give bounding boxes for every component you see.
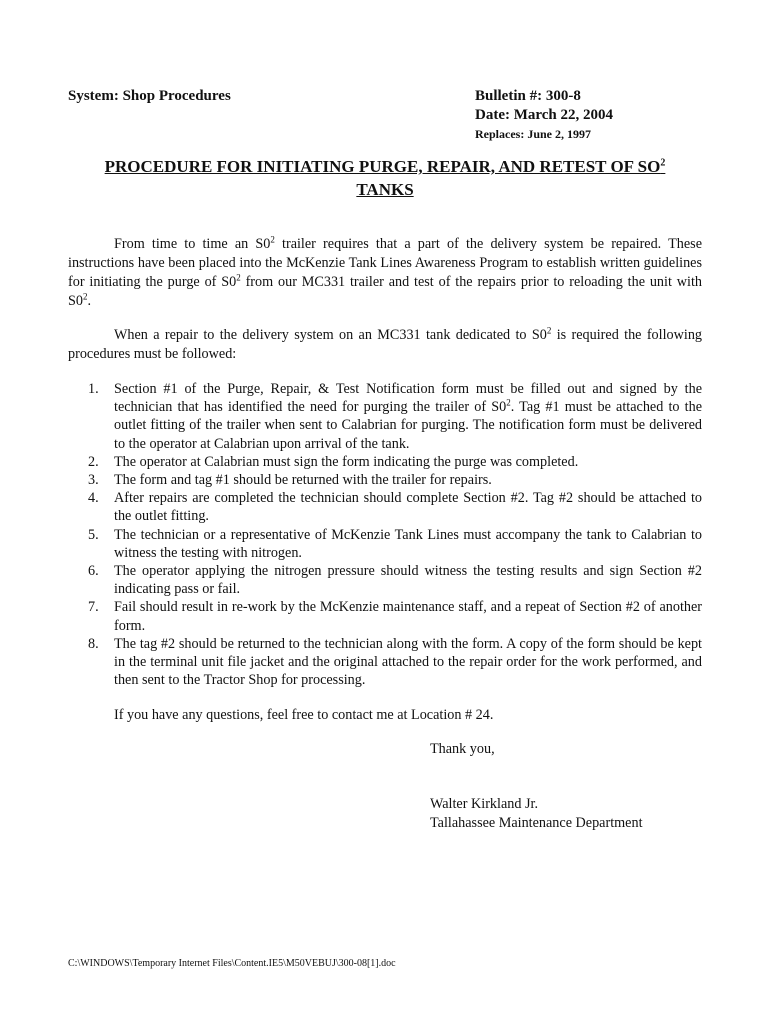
step-number: 2. xyxy=(88,453,99,470)
step-number: 1. xyxy=(88,381,99,397)
list-item xyxy=(68,471,702,489)
step-text-continued: . Tag #1 must be attached to the outlet fitting of the trailer when sent to Calabrian for purging. The notification form must be delivered to the operator at Calabrian upon arrival of the tank. xyxy=(114,399,703,452)
step-text: The tag #2 should be returned to the technician along with the form. A copy of the form should be kept in the terminal unit file jacket and the original attached to the repair order for the work performed, and then sent to the Tractor Shop for processing. xyxy=(114,635,702,689)
superscript: 2 xyxy=(236,272,241,283)
step-text: Fail should result in re-work by the McKenzie maintenance staff, and a repeat of Section #2 of another form. xyxy=(114,599,702,634)
list-item xyxy=(68,489,702,525)
step-number: 5. xyxy=(88,526,99,543)
superscript: 2 xyxy=(546,325,552,336)
step-text: Section #1 of the Purge, Repair, & Test Notification form must be filled out and signed by the technician that has identified the need for purging the trailer of S0 xyxy=(114,381,702,416)
step-number: 6. xyxy=(88,563,99,580)
procedure-text-b: is required the following procedures must be followed: xyxy=(68,327,703,362)
step-number: 8. xyxy=(88,635,99,652)
intro-paragraph xyxy=(68,235,702,311)
signer-department: Tallahassee Maintenance Department xyxy=(430,815,643,831)
procedure-paragraph xyxy=(68,326,702,364)
list-item xyxy=(68,598,702,634)
bulletin-date: Date: March 22, 2004 xyxy=(475,107,614,123)
list-item xyxy=(68,635,702,690)
file-path-footer: C:\WINDOWS\Temporary Internet Files\Content.IE5\M50VEBUJ\300-08[1].doc xyxy=(68,958,396,969)
list-item xyxy=(68,453,702,471)
step-number: 4. xyxy=(88,490,99,507)
step-text: The form and tag #1 should be returned with the trailer for repairs. xyxy=(114,472,492,489)
superscript: 2 xyxy=(82,291,88,302)
signer-name: Walter Kirkland Jr. xyxy=(430,796,538,812)
step-text: The operator at Calabrian must sign the form indicating the purge was completed. xyxy=(114,453,579,470)
step-text: The technician or a representative of McKenzie Tank Lines must accompany the tank to Calabrian to witness the testing with nitrogen. xyxy=(114,526,702,561)
list-item xyxy=(68,380,702,453)
title-line-1: PROCEDURE FOR INITIATING PURGE, REPAIR, AND RETEST OF SO xyxy=(104,157,661,176)
superscript: 2 xyxy=(270,234,275,245)
procedure-text-a: When a repair to the delivery system on an MC331 tank dedicated to S0 xyxy=(114,327,547,343)
intro-text-c: from our MC331 trailer and test of the repairs prior to reloading the unit with S0 xyxy=(68,274,702,309)
list-item xyxy=(68,562,702,598)
step-number: 3. xyxy=(88,472,99,489)
replaces-date: Replaces: June 2, 1997 xyxy=(475,127,591,141)
list-item xyxy=(68,526,702,562)
questions-line: If you have any questions, feel free to contact me at Location # 24. xyxy=(114,707,494,723)
step-text: The operator applying the nitrogen pressure should witness the testing results and sign Section #2 indicating pass or fail. xyxy=(114,563,702,598)
intro-text-b: trailer requires that a part of the delivery system be repaired. These instructions have been placed into the McKenzie Tank Lines Awareness Program to establish written guidelines for initiating the purge of S0 xyxy=(68,236,703,290)
document-title xyxy=(70,157,700,177)
title-superscript: 2 xyxy=(660,157,666,169)
intro-text-d: . xyxy=(87,293,92,309)
step-number: 7. xyxy=(88,599,99,616)
procedure-steps-list xyxy=(68,380,702,689)
intro-text-a: From time to time an S0 xyxy=(114,236,271,252)
bulletin-number: Bulletin #: 300-8 xyxy=(475,88,581,104)
superscript: 2 xyxy=(506,397,511,408)
system-label: System: Shop Procedures xyxy=(68,88,231,104)
thank-you: Thank you, xyxy=(430,741,495,757)
document-title-line-2: TANKS xyxy=(356,180,414,199)
step-text: After repairs are completed the technician should complete Section #2. Tag #2 should be attached to the outlet fitting. xyxy=(114,490,702,525)
